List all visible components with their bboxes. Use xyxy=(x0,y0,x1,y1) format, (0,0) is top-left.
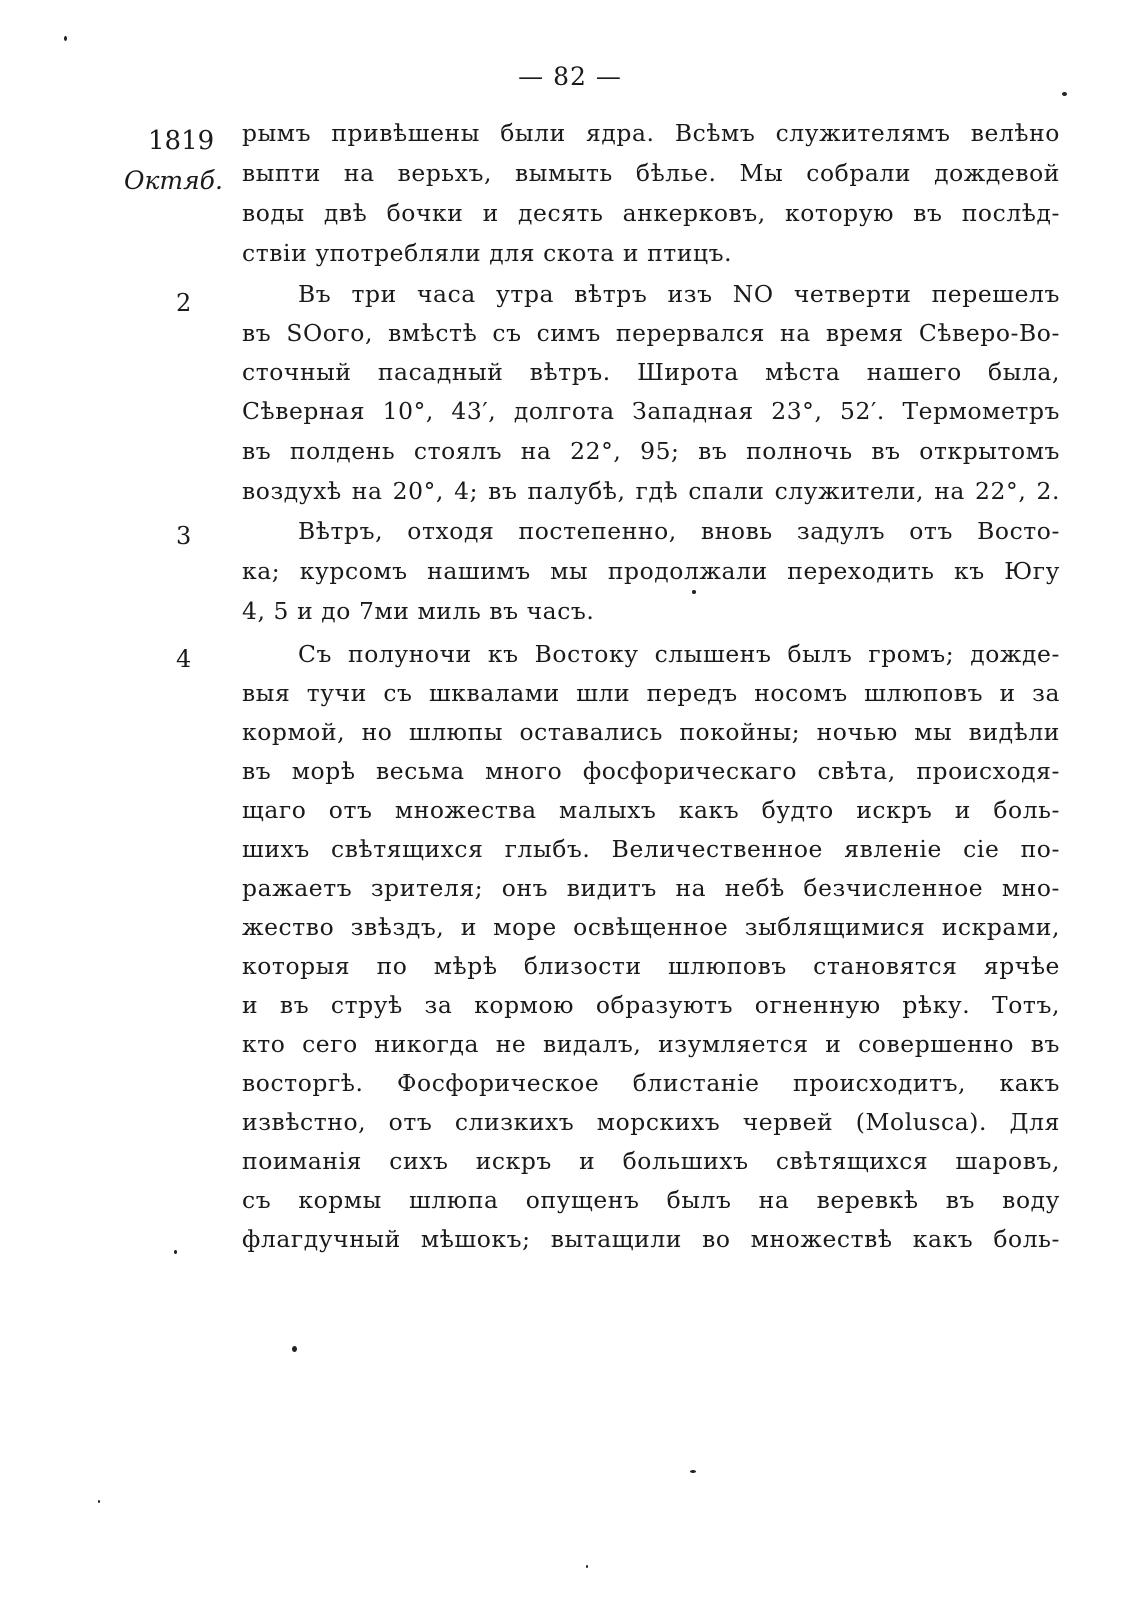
scan-speck xyxy=(174,1250,177,1254)
text-line: и въ струѣ за кормою образуютъ огненную рѣку. Тотъ, xyxy=(242,991,1060,1019)
text-line: Съ полуночи къ Востоку слышенъ былъ громъ; дожде- xyxy=(298,640,1060,668)
scan-speck xyxy=(586,1565,588,1568)
text-line: шихъ свѣтящихся глыбъ. Величественное явленіе сіе по- xyxy=(242,835,1060,863)
scan-speck xyxy=(64,36,67,41)
text-line: Вѣтръ, отходя постепенно, вновь задулъ отъ Восто- xyxy=(298,517,1060,545)
text-line: выпти на верьхъ, вымыть бѣлье. Мы собрали дождевой xyxy=(242,159,1060,187)
text-line: воздухѣ на 20°, 4; въ палубѣ, гдѣ спали служители, на 22°, 2. xyxy=(242,477,1060,505)
text-line: выя тучи съ шквалами шли передъ носомъ шлюповъ и за xyxy=(242,679,1060,707)
scan-speck xyxy=(292,1346,297,1352)
text-line: поиманія сихъ искръ и большихъ свѣтящихся шаровъ, xyxy=(242,1147,1060,1175)
text-line: рымъ привѣшены были ядра. Всѣмъ служителямъ велѣно xyxy=(242,119,1060,147)
text-line: ка; курсомъ нашимъ мы продолжали переходить къ Югу xyxy=(242,557,1060,585)
text-line: флагдучный мѣшокъ; вытащили во множествѣ какъ боль- xyxy=(242,1225,1060,1253)
scan-speck xyxy=(98,1500,100,1503)
margin-year: 1819 xyxy=(148,126,215,156)
text-line: ствіи употребляли для скота и птицъ. xyxy=(242,239,733,267)
margin-month: Октяб. xyxy=(124,166,223,195)
scan-speck xyxy=(690,1470,696,1473)
text-line: съ кормы шлюпа опущенъ былъ на веревкѣ въ воду xyxy=(242,1186,1060,1214)
text-line: въ полдень стоялъ на 22°, 95; въ полночь въ открытомъ xyxy=(242,437,1060,465)
scan-speck xyxy=(692,590,696,594)
text-line: кормой, но шлюпы оставались покойны; ночью мы видѣли xyxy=(242,718,1060,746)
text-line: щаго отъ множества малыхъ какъ будто искръ и боль- xyxy=(242,796,1060,824)
text-line: сточный пасадный вѣтръ. Широта мѣста нашего была, xyxy=(242,358,1060,386)
text-line: ражаетъ зрителя; онъ видитъ на небѣ безчисленное мно- xyxy=(242,874,1060,902)
text-line: воды двѣ бочки и десять анкерковъ, которую въ послѣд- xyxy=(242,199,1060,227)
text-line: въ морѣ весьма много фосфорическаго свѣта, происходя- xyxy=(242,757,1060,785)
text-line: которыя по мѣрѣ близости шлюповъ становятся ярчѣе xyxy=(242,952,1060,980)
day-number: 3 xyxy=(176,522,192,550)
text-line: кто сего никогда не видалъ, изумляется и совершенно въ xyxy=(242,1030,1060,1058)
day-number: 4 xyxy=(176,645,192,673)
text-line: Въ три часа утра вѣтръ изъ NO четверти перешелъ xyxy=(298,280,1060,308)
text-line: жество звѣздъ, и море освѣщенное зыблящимися искрами, xyxy=(242,913,1060,941)
day-number: 2 xyxy=(176,289,192,317)
text-line: Сѣверная 10°, 43′, долгота Западная 23°, 52′. Термометръ xyxy=(242,397,1060,425)
scan-speck xyxy=(1062,92,1067,96)
page-number: — 82 — xyxy=(518,62,622,91)
text-line: 4, 5 и до 7ми миль въ часъ. xyxy=(242,597,595,625)
text-line: восторгѣ. Фосфорическое блистаніе происходитъ, какъ xyxy=(242,1069,1060,1097)
text-line: въ SOого, вмѣстѣ съ симъ перервался на время Сѣверо-Во- xyxy=(242,319,1060,347)
text-line: извѣстно, отъ слизкихъ морскихъ червей (Molusca). Для xyxy=(242,1108,1060,1136)
